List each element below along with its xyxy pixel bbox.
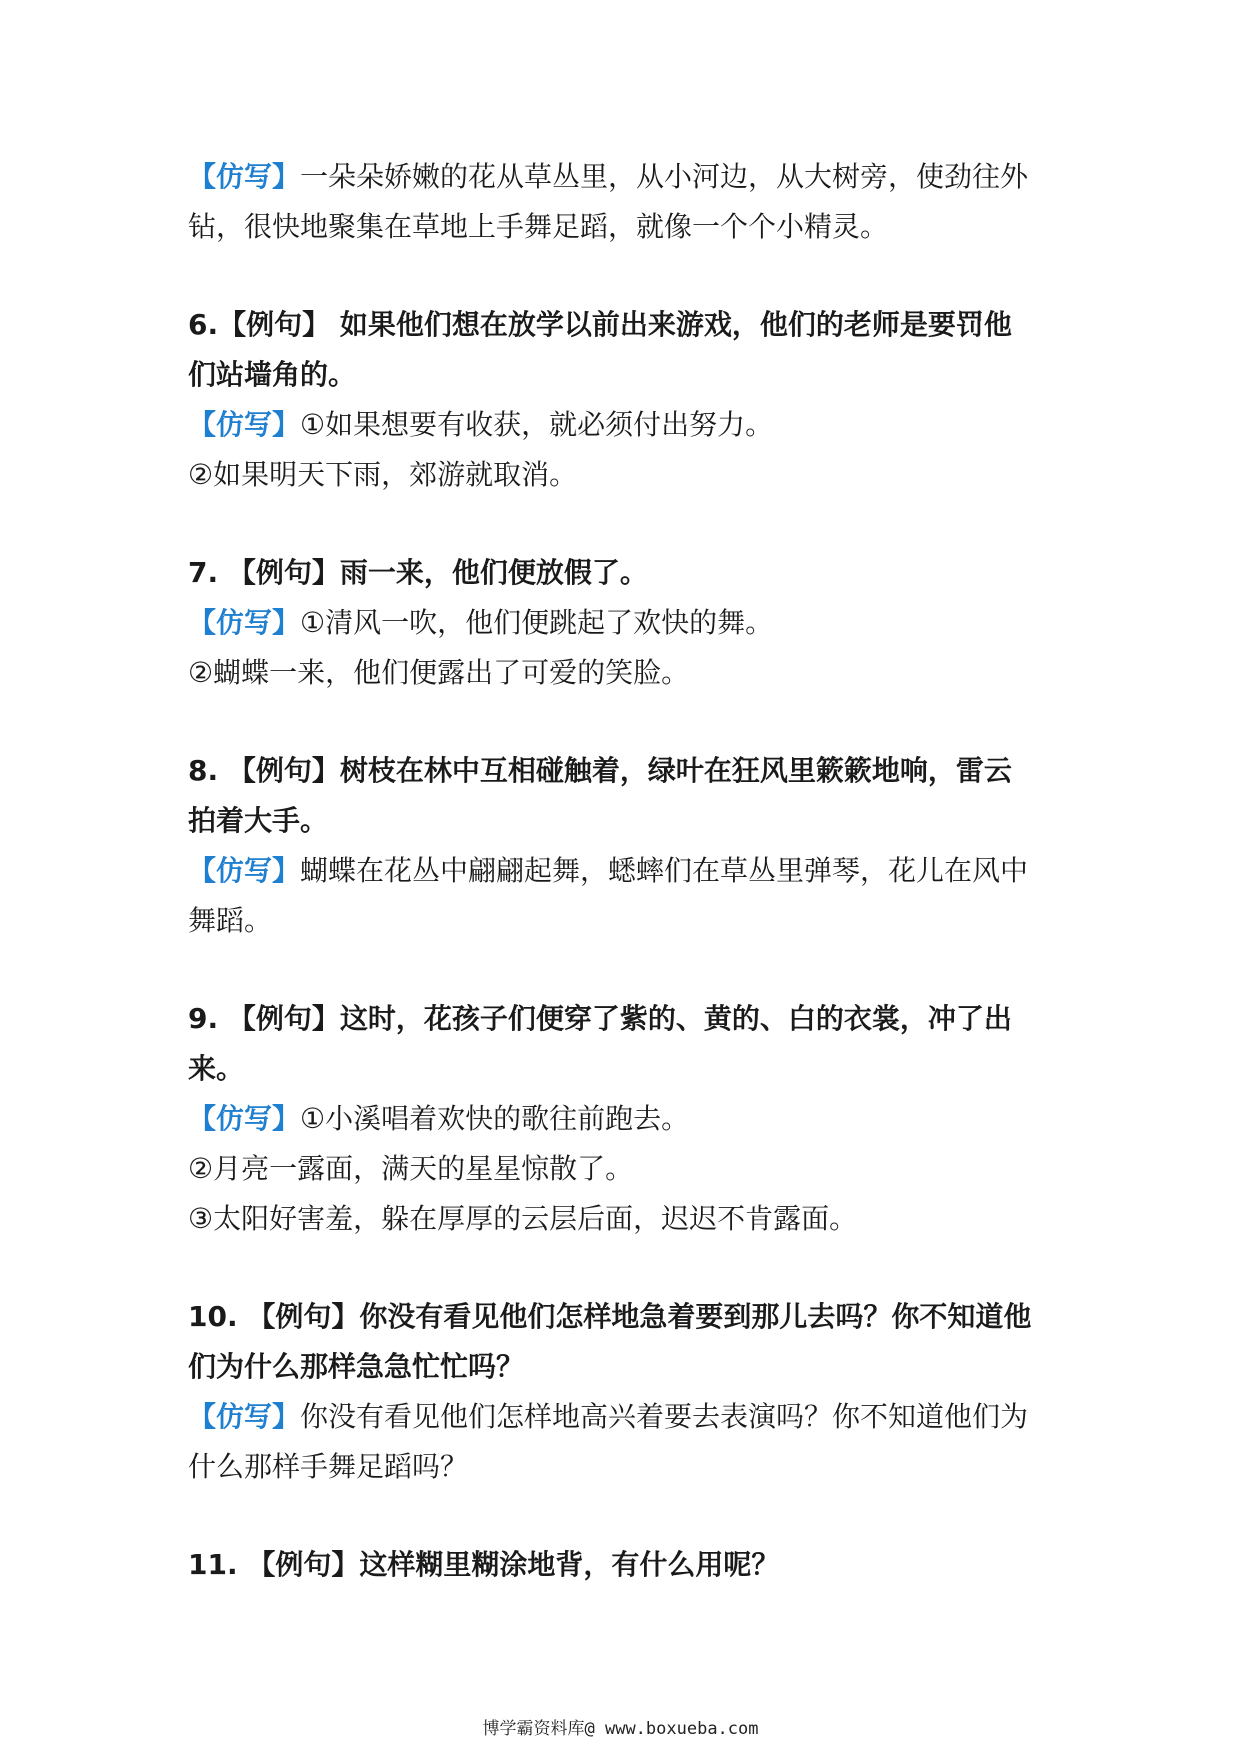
imitation-line: 【仿写】①如果想要有收获，就必须付出努力。 — [188, 408, 774, 441]
document-body — [188, 152, 1068, 1590]
example-line: 7. 【例句】雨一来，他们便放假了。 — [188, 556, 648, 589]
imitation-line: ②如果明天下雨，郊游就取消。 — [188, 458, 578, 491]
example-line: 11. 【例句】这样糊里糊涂地背，有什么用呢？ — [188, 1548, 780, 1581]
imitation-tag: 【仿写】 — [188, 408, 301, 441]
example-line: 们为什么那样急急忙忙吗？ — [188, 1350, 525, 1383]
imitation-line: ②月亮一露面，满天的星星惊散了。 — [188, 1152, 634, 1185]
example-line: 拍着大手。 — [188, 804, 329, 837]
example-line: 8. 【例句】树枝在林中互相碰触着，绿叶在狂风里簌簌地响，雷云 — [188, 754, 1012, 787]
page-footer: 博学霸资料库@ www.boxueba.com — [482, 1719, 759, 1739]
imitation-tag: 【仿写】 — [188, 160, 301, 193]
imitation-tag: 【仿写】 — [188, 1102, 301, 1135]
imitation-line: 【仿写】一朵朵娇嫩的花从草丛里，从小河边，从大树旁，使劲往外 — [188, 160, 1029, 193]
imitation-line: 【仿写】你没有看见他们怎样地高兴着要去表演吗？你不知道他们为 — [188, 1400, 1029, 1433]
example-line: 们站墙角的。 — [188, 358, 357, 391]
imitation-line: 【仿写】①小溪唱着欢快的歌往前跑去。 — [188, 1102, 690, 1135]
example-line: 6.【例句】 如果他们想在放学以前出来游戏，他们的老师是要罚他 — [188, 308, 1012, 341]
imitation-tag: 【仿写】 — [188, 1400, 301, 1433]
imitation-tag: 【仿写】 — [188, 854, 301, 887]
example-line: 来。 — [188, 1052, 245, 1085]
imitation-tag: 【仿写】 — [188, 606, 301, 639]
imitation-line: ②蝴蝶一来，他们便露出了可爱的笑脸。 — [188, 656, 690, 689]
imitation-line: 【仿写】蝴蝶在花丛中翩翩起舞，蟋蟀们在草丛里弹琴，花儿在风中 — [188, 854, 1029, 887]
imitation-line: 钻，很快地聚集在草地上手舞足蹈，就像一个个小精灵。 — [188, 210, 889, 243]
imitation-line: 【仿写】①清风一吹，他们便跳起了欢快的舞。 — [188, 606, 774, 639]
example-line: 9. 【例句】这时，花孩子们便穿了紫的、黄的、白的衣裳，冲了出 — [188, 1002, 1012, 1035]
imitation-line: ③太阳好害羞，躲在厚厚的云层后面，迟迟不肯露面。 — [188, 1202, 858, 1235]
imitation-line: 舞蹈。 — [188, 904, 273, 937]
imitation-line: 什么那样手舞足蹈吗？ — [188, 1450, 469, 1483]
example-line: 10. 【例句】你没有看见他们怎样地急着要到那儿去吗？你不知道他 — [188, 1300, 1032, 1333]
